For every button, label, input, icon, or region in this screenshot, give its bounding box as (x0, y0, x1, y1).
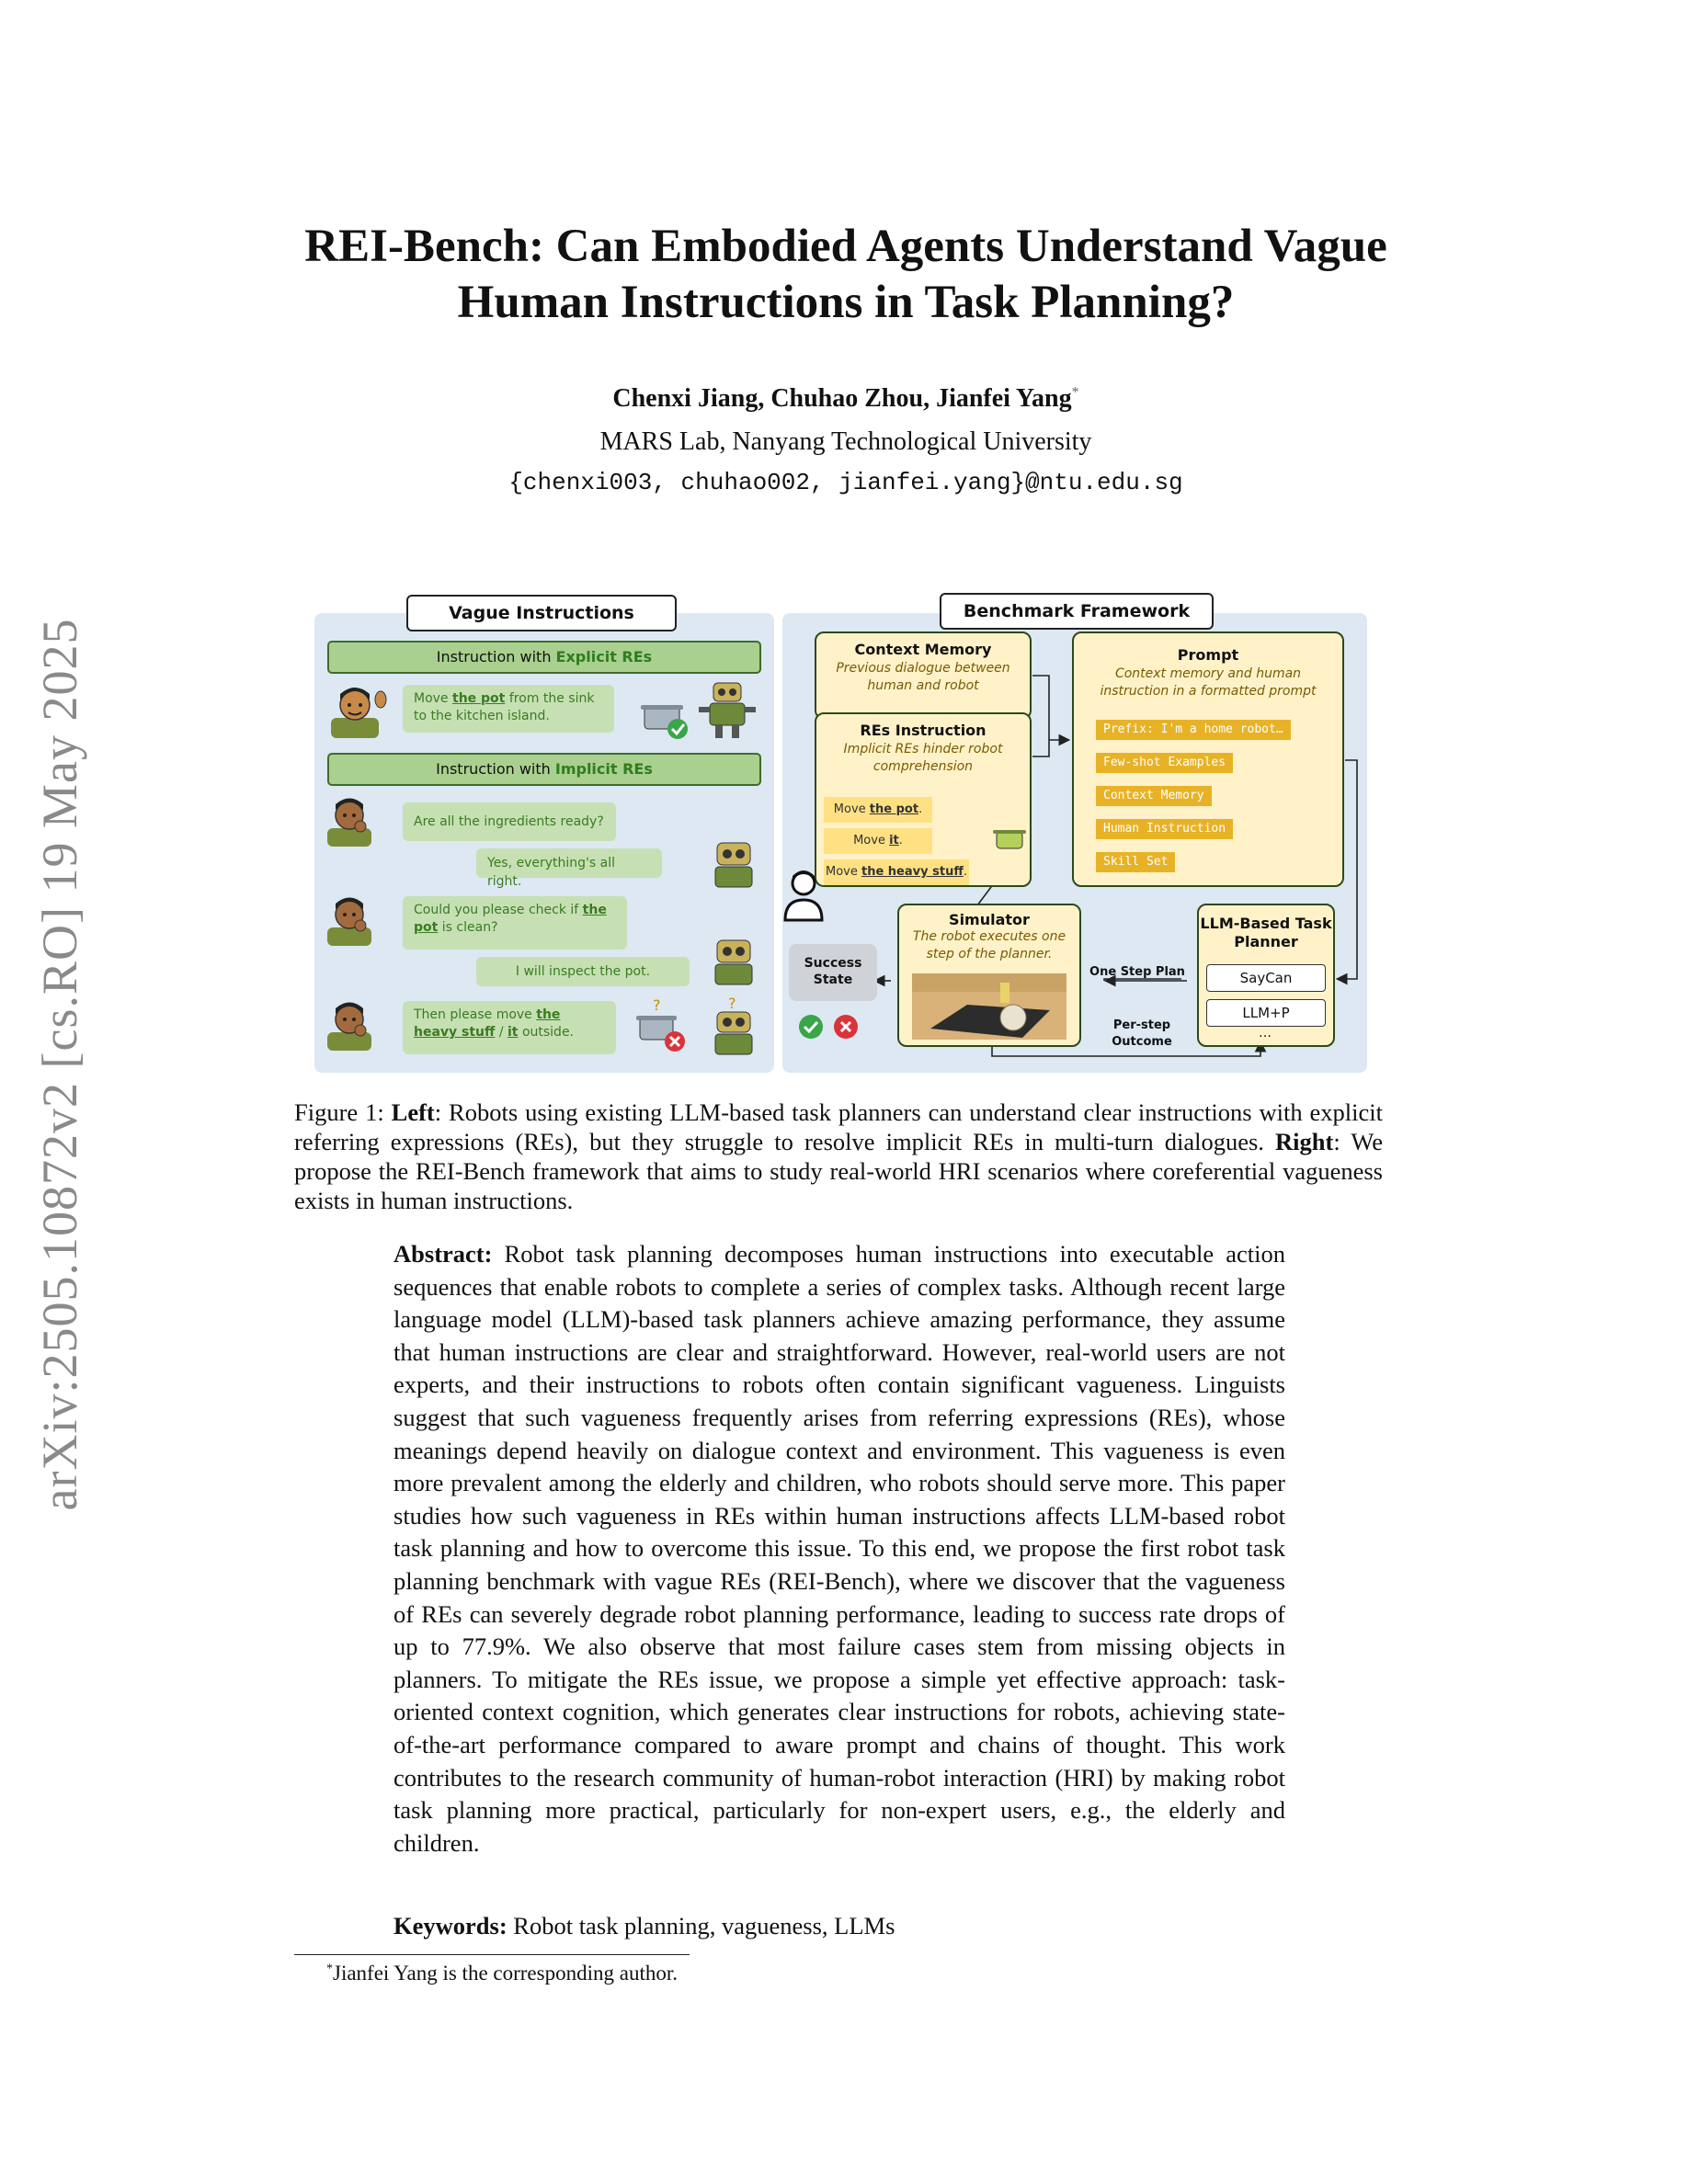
h3-post: outside. (518, 1025, 575, 1040)
per-step-outcome-label: Per-step Outcome (1112, 1018, 1172, 1049)
explicit-bar-highlight: Explicit REs (555, 648, 653, 665)
h2-ref: the pot (414, 903, 607, 935)
keywords-text: Robot task planning, vagueness, LLMs (507, 1912, 895, 1939)
caption-right-text: : We propose the REI-Bench framework that aims to study real-world HRI scenarios where coreferential vagueness exists in human instructions. (294, 1128, 1383, 1214)
context-memory-desc: Previous dialogue between human and robot (836, 661, 1010, 693)
prompt-item-prefix: Prefix: I'm a home robot… (1096, 720, 1291, 740)
caption-label: Figure 1: (294, 1098, 392, 1126)
caption-left-text: : Robots using existing LLM-based task planners can understand clear instructions with explicit referring expressions (REs), but they struggle to resolve implicit REs in multi-turn dialogues. (294, 1098, 1383, 1155)
footnote (326, 1962, 678, 1985)
re-example-1 (824, 797, 932, 823)
title-line-1: REI-Bench: Can Embodied Agents Understand Vague (304, 221, 1387, 272)
pot-icon (991, 821, 1028, 854)
dialogue-human-3 (403, 1001, 616, 1054)
context-memory-title: Context Memory (854, 641, 992, 658)
check-icon (798, 1014, 824, 1040)
abstract-text: Robot task planning decomposes human instructions into executable action sequences that enable robots to complete a series of complex tasks. Although recent large language model (LLM)-based task planners achieve amazing performance, they assume that human instructions are clear and straightforward. However, real-world users are not experts, and their instructions to robots often contain significant vagueness. Linguists suggest that such vagueness frequently arises from referring expressions (REs), whose meanings depend heavily on dialogue context and environment. This vagueness is even more prevalent among the elderly and children, who robots should serve more. This paper studies how such vagueness in REs within human instructions affects LLM-based robot task planning and how to overcome this issue. To this end, we propose the first robot task planning benchmark with vague REs (REI-Bench), where we discover that the vagueness of REs can severely degrade robot planning performance, leading to success rate drops of up to 77.9%. We also observe that most failure cases stem from missing objects in planners. To mitigate the REs issue, we propose a simple yet effective approach: task-oriented context cognition, which generates clear instructions for robots, achieving state-of-the-art performance compared to aware prompt and chains of thought. This work contributes to the research community of human-robot interaction (HRI) by making robot task planning more practical, particularly for non-expert users, e.g., the elderly and children. (393, 1240, 1285, 1857)
re3-post: . (963, 865, 967, 879)
paper-title (230, 219, 1462, 331)
right-panel-title: Benchmark Framework (940, 593, 1214, 630)
dialogue-robot-1: Yes, everything's all right. (476, 848, 662, 878)
task-planner-title: LLM-Based Task Planner (1200, 915, 1332, 950)
planner-item-llmp: LLM+P (1206, 999, 1326, 1027)
implicit-res-bar (327, 753, 761, 786)
h3-ref1: the heavy stuff (414, 1007, 561, 1040)
footnote-rule (294, 1954, 690, 1955)
author-names: Chenxi Jiang, Chuhao Zhou, Jianfei Yang (612, 384, 1072, 413)
pot-success-icon (639, 692, 690, 740)
h2-pre: Could you please check if (414, 903, 583, 917)
explicit-res-bar (327, 641, 761, 674)
implicit-bar-highlight: Implicit REs (554, 760, 653, 778)
prompt-item-few-shot: Few-shot Examples (1096, 753, 1233, 773)
human-thinking-icon (322, 893, 377, 946)
kitchen-scene-image (912, 973, 1066, 1040)
implicit-bar-prefix: Instruction with (436, 760, 555, 778)
dialogue-robot-2: I will inspect the pot. (476, 957, 690, 986)
re2-ref: it (889, 834, 899, 847)
robot-icon (706, 837, 761, 891)
keywords-label: Keywords: (393, 1912, 508, 1939)
dialogue-human-1: Are all the ingredients ready? (403, 802, 616, 841)
res-instruction-desc: Implicit REs hinder robot comprehension (843, 742, 1003, 774)
planner-more: … (1259, 1026, 1272, 1041)
h2-post: is clean? (438, 920, 498, 935)
h3-sep: / (495, 1025, 508, 1040)
figure-caption (294, 1098, 1383, 1215)
re1-pre: Move (833, 802, 870, 816)
title-line-2: Human Instructions in Task Planning? (457, 277, 1235, 328)
svg-text:?: ? (653, 997, 661, 1014)
planner-item-saycan: SayCan (1206, 964, 1326, 992)
left-panel-title: Vague Instructions (406, 595, 677, 631)
affiliation: MARS Lab, Nanyang Technological University (599, 427, 1092, 456)
re3-ref: the heavy stuff (861, 865, 964, 879)
footnote-mark: * (326, 1962, 333, 1976)
explicit-bar-prefix: Instruction with (436, 648, 556, 665)
re1-ref: the pot (869, 802, 919, 816)
dialogue-human-2 (403, 896, 627, 950)
prompt-item-context-memory: Context Memory (1096, 786, 1212, 806)
robot-confused-icon (704, 995, 763, 1056)
h3-pre: Then please move (414, 1007, 537, 1022)
authors (230, 384, 1462, 414)
caption-left: Left (391, 1098, 435, 1126)
context-memory-box (815, 631, 1032, 720)
re-example-3 (824, 859, 969, 885)
simulator-title: Simulator (949, 911, 1030, 928)
author-mark: * (1071, 384, 1079, 401)
keywords (393, 1912, 1285, 1940)
arxiv-stamp: arXiv:2505.10872v2 [cs.RO] 19 May 2025 (32, 618, 87, 1511)
robot-icon (706, 935, 761, 988)
person-icon (780, 867, 827, 922)
explicit-msg-ref: the pot (452, 691, 506, 706)
cross-icon (833, 1014, 859, 1040)
prompt-item-skill-set: Skill Set (1096, 852, 1175, 872)
re2-pre: Move (853, 834, 890, 847)
emails: {chenxi003, chuhao002, jianfei.yang}@ntu.edu.sg (508, 469, 1183, 496)
simulator-desc: The robot executes one step of the planner. (912, 929, 1066, 961)
explicit-msg-pre: Move (414, 691, 452, 706)
footnote-text: Jianfei Yang is the corresponding author. (333, 1962, 678, 1985)
h3-ref2: it (508, 1025, 519, 1040)
figure-1 (313, 593, 1370, 1075)
human-thinking-icon (322, 997, 377, 1051)
re2-post: . (898, 834, 903, 847)
caption-right: Right (1275, 1128, 1334, 1155)
svg-text:?: ? (728, 995, 736, 1012)
abstract-label: Abstract: (393, 1240, 493, 1268)
prompt-item-human-instruction: Human Instruction (1096, 819, 1233, 839)
one-step-plan-label: One Step Plan (1089, 965, 1185, 979)
human-waving-icon (322, 681, 388, 738)
re3-pre: Move (825, 865, 861, 879)
explicit-instruction-bubble (403, 685, 614, 733)
re-example-2 (824, 828, 932, 854)
res-instruction-title: REs Instruction (860, 722, 987, 739)
pot-failure-icon (634, 997, 693, 1058)
prompt-title: Prompt (1177, 646, 1239, 664)
re1-post: . (918, 802, 923, 816)
robot-carrying-icon (695, 679, 759, 740)
abstract (393, 1238, 1285, 1860)
human-thinking-icon (322, 793, 377, 847)
prompt-desc: Context memory and human instruction in a formatted prompt (1100, 666, 1317, 699)
success-state-label: Success State (804, 956, 862, 987)
explicit-msg-post: from the sink to the kitchen island. (414, 691, 595, 723)
